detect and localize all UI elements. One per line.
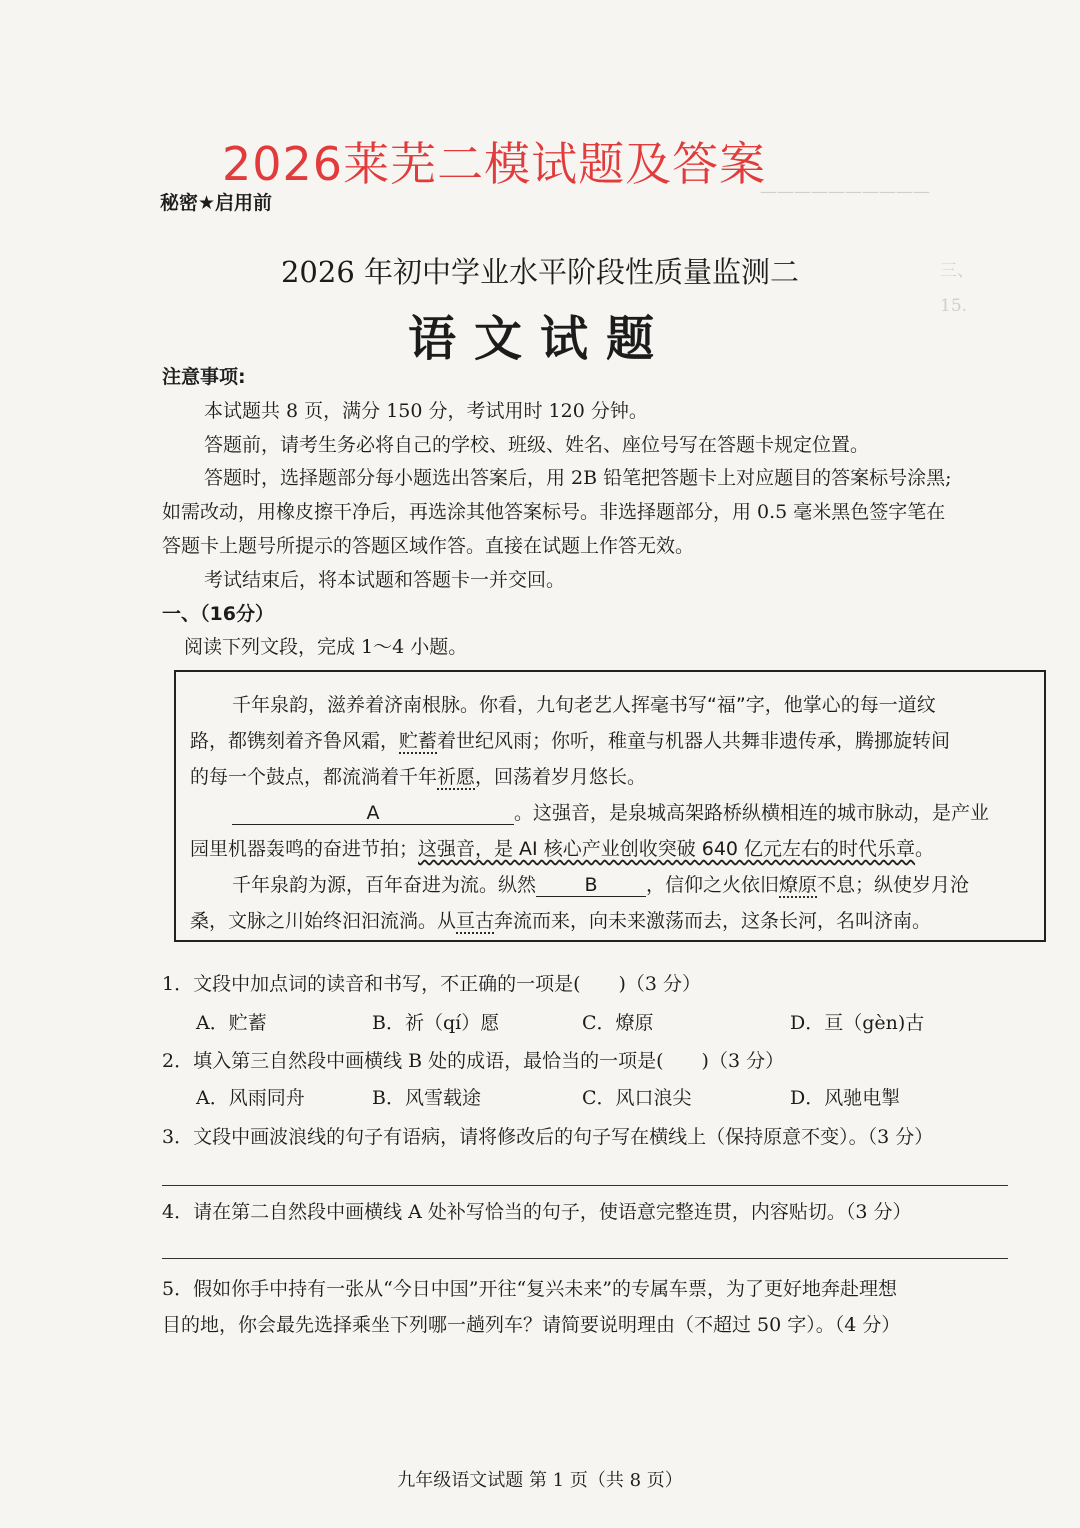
q1-option-a: A．贮蓄	[196, 1012, 267, 1034]
blank-b: B	[536, 874, 646, 897]
question-5: 5．假如你手中持有一张从“今日中国”开往“复兴未来”的专属车票，为了更好地奔赴理想	[162, 1278, 897, 1300]
exam-title: 2026 年初中学业水平阶段性质量监测二	[280, 255, 800, 289]
q1-option-c: C．燎原	[582, 1012, 654, 1034]
question-5-cont: 目的地，你会最先选择乘坐下列哪一趟列车？请简要说明理由（不超过 50 字）。（4 分）	[162, 1314, 901, 1336]
section-intro: 阅读下列文段，完成 1～4 小题。	[184, 636, 468, 658]
banner-title: 2026莱芜二模试题及答案	[222, 137, 767, 191]
passage-line: 路，都镌刻着齐鲁风霜，贮蓄着世纪风雨；你听，稚童与机器人共舞非遗传承，腾挪旋转间	[190, 730, 951, 752]
bleed-through-mark: 三、	[940, 261, 974, 281]
q2-option-c: C．风口浪尖	[582, 1087, 692, 1109]
wavy-sentence: 这强音，是 AI 核心产业创收突破 640 亿元左右的时代乐章	[418, 838, 916, 860]
secret-label: 秘密★启用前	[160, 192, 273, 214]
notes-line: 考试结束后，将本试题和答题卡一并交回。	[204, 569, 566, 591]
notes-line: 如需改动，用橡皮擦干净后，再选涂其他答案标号。非选择题部分，用 0.5 毫米黑色签字笔在	[162, 501, 946, 523]
section-heading: 一、（16分）	[162, 603, 274, 625]
q2-option-a: A．风雨同舟	[196, 1087, 305, 1109]
notes-line: 答题卡上题号所提示的答题区域作答。直接在试题上作答无效。	[162, 535, 695, 557]
question-1: 1．文段中加点词的读音和书写，不正确的一项是( )（3 分）	[162, 973, 702, 995]
answer-line-q3[interactable]	[162, 1185, 1008, 1186]
question-2: 2．填入第三自然段中画横线 B 处的成语，最恰当的一项是( )（3 分）	[162, 1050, 785, 1072]
passage-line: 的每一个鼓点，都流淌着千年祈愿，回荡着岁月悠长。	[190, 766, 647, 788]
passage-line: 桑，文脉之川始终汩汩流淌。从亘古奔流而来，向未来激荡而去，这条长河，名叫济南。	[190, 910, 932, 932]
q2-option-b: B．风雪载途	[372, 1087, 481, 1109]
notes-line: 答题时，选择题部分每小题选出答案后，用 2B 铅笔把答题卡上对应题目的答案标号涂黑;	[204, 467, 952, 489]
passage-line: A 。这强音，是泉城高架路桥纵横相连的城市脉动，是产业	[232, 798, 989, 825]
notes-line: 本试题共 8 页，满分 150 分，考试用时 120 分钟。	[204, 400, 648, 422]
bleed-through-mark: 15.	[940, 296, 968, 316]
passage-line: 千年泉韵为源，百年奋进为流。纵然 B ，信仰之火依旧燎原不息；纵使岁月沧	[232, 874, 970, 896]
bleed-through-line: ——————————	[760, 182, 930, 202]
passage-line: 园里机器轰鸣的奋进节拍；这强音，是 AI 核心产业创收突破 640 亿元左右的时代乐章。	[190, 838, 935, 860]
answer-line-q4[interactable]	[162, 1258, 1008, 1259]
page-footer: 九年级语文试题 第 1 页（共 8 页）	[397, 1470, 683, 1491]
notes-line: 答题前，请考生务必将自己的学校、班级、姓名、座位号写在答题卡规定位置。	[204, 434, 870, 456]
blank-a: A	[232, 802, 514, 825]
notes-heading: 注意事项:	[162, 366, 246, 388]
question-3: 3．文段中画波浪线的句子有语病，请将修改后的句子写在横线上（保持原意不变）。（3 分）	[162, 1126, 934, 1148]
q1-option-b: B．祈（qí）愿	[372, 1012, 500, 1034]
q2-option-d: D．风驰电掣	[790, 1087, 901, 1109]
question-4: 4．请在第二自然段中画横线 A 处补写恰当的句子，使语意完整连贯，内容贴切。（3 分）	[162, 1201, 912, 1223]
q1-option-d: D．亘（gèn)古	[790, 1012, 925, 1034]
subject-title: 语文试题	[407, 311, 672, 367]
passage-line: 千年泉韵，滋养着济南根脉。你看，九旬老艺人挥毫书写“福”字，他掌心的每一道纹	[232, 694, 936, 716]
